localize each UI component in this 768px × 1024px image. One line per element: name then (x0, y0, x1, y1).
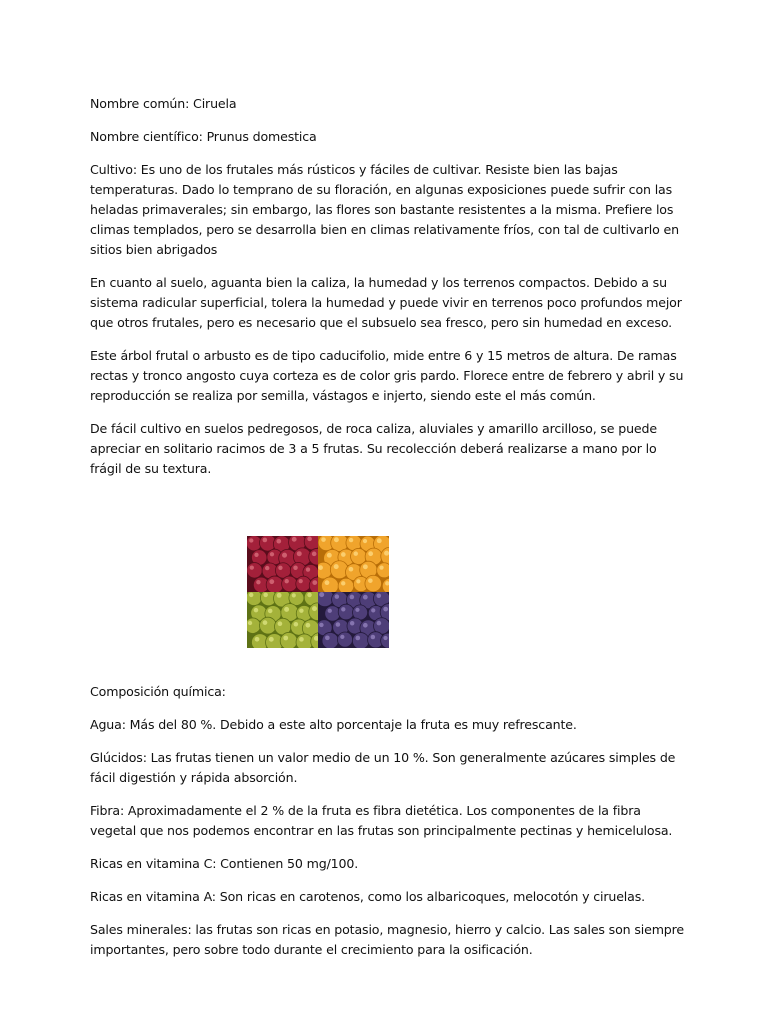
harvest-paragraph: De fácil cultivo en suelos pedregosos, de roca caliza, aluviales y amarillo arcilloso, se puede apreciar en solitario racimos de 3 a 5 frutas. Su recolección deberá realizarse a mano por lo frágil de su textura. (90, 421, 657, 476)
common-name: Nombre común: Ciruela (90, 96, 237, 111)
composition-heading: Composición química: (90, 684, 226, 699)
purple-plums-quadrant (316, 589, 389, 648)
fiber-paragraph: Fibra: Aproximadamente el 2 % de la fruta es fibra dietética. Los componentes de la fibra vegetal que nos podemos encontrar en las frutas son principalmente pectinas y hemicelulosa. (90, 803, 673, 838)
carbohydrates-paragraph: Glúcidos: Las frutas tienen un valor medio de un 10 %. Son generalmente azúcares simples de fácil digestión y rápida absorción. (90, 750, 676, 785)
scientific-name: Nombre científico: Prunus domestica (90, 129, 317, 144)
top-text-section (90, 94, 688, 479)
red-plums-quadrant (247, 536, 326, 594)
tree-description-paragraph: Este árbol frutal o arbusto es de tipo caducifolio, mide entre 6 y 15 metros de altura. De ramas rectas y tronco angosto cuya corteza es de color gris pardo. Florece entre de febrero y abril y su reproducción se realiza por semilla, vástagos e injerto, siendo este el más común. (90, 348, 684, 403)
plum-collage-image (247, 536, 389, 648)
plum-photo (247, 536, 389, 648)
vitamin-c-paragraph: Ricas en vitamina C: Contienen 50 mg/100. (90, 856, 359, 871)
green-plums-quadrant (247, 590, 328, 648)
water-paragraph: Agua: Más del 80 %. Debido a este alto porcentaje la fruta es muy refrescante. (90, 717, 577, 732)
cultivation-paragraph: Cultivo: Es uno de los frutales más rústicos y fáciles de cultivar. Resiste bien las bajas temperaturas. Dado lo temprano de su floración, en algunas exposiciones puede sufrir con las heladas primaverales; sin embargo, las flores son bastante resistentes a la misma. Prefiere los climas templados, pero se desarrolla bien en climas relativamente fríos, con tal de cultivarlo en sitios bien abrigados (90, 162, 679, 257)
bottom-text-section (90, 682, 688, 960)
minerals-paragraph: Sales minerales: las frutas son ricas en potasio, magnesio, hierro y calcio. Las sales son siempre importantes, pero sobre todo durante el crecimiento para la osificación. (90, 922, 685, 957)
soil-paragraph: En cuanto al suelo, aguanta bien la caliza, la humedad y los terrenos compactos. Debido a su sistema radicular superficial, tolera la humedad y puede vivir en terrenos poco profundos mejor que otros frutales, pero es necesario que el subsuelo sea fresco, pero sin humedad en exceso. (90, 275, 682, 330)
vitamin-a-paragraph: Ricas en vitamina A: Son ricas en carotenos, como los albaricoques, melocotón y ciruelas. (90, 889, 645, 904)
yellow-plums-quadrant (315, 536, 389, 594)
